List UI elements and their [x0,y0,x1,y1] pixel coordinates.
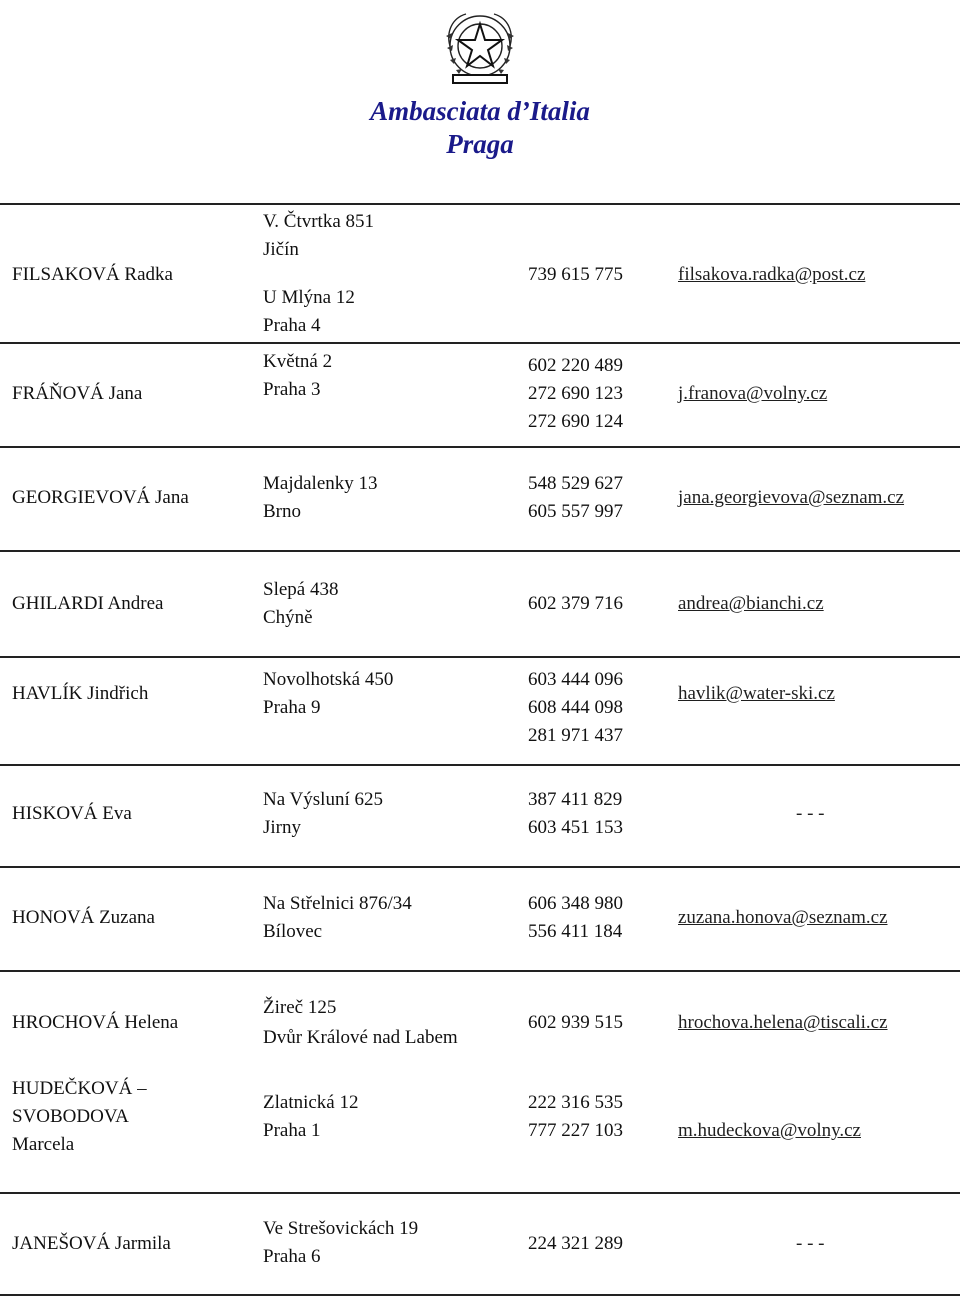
contact-email-link[interactable]: zuzana.honova@seznam.cz [678,907,888,928]
contact-email-link[interactable]: jana.georgievova@seznam.cz [678,487,905,508]
italian-republic-emblem [436,6,524,90]
contact-name: HONOVÁ Zuzana [12,907,155,928]
contact-email-link[interactable]: m.hudeckova@volny.cz [678,1120,861,1141]
contact-email-empty: - - - [796,803,825,824]
table-row [0,970,960,1070]
contact-phone: 548 529 627 605 557 997 [528,473,623,522]
contact-address: Na Výsluní 625 Jirny [263,789,383,838]
contact-phone: 602 939 515 [528,1012,623,1033]
contact-address: Ve Strešovickách 19 Praha 6 [263,1218,419,1267]
page-title: Ambasciata d’Italia [370,96,590,126]
contact-name: HROCHOVÁ Helena [12,1012,179,1033]
contact-name: JANEŠOVÁ Jarmila [12,1233,171,1254]
contact-phone: 602 379 716 [528,593,623,614]
table-row [0,656,960,766]
contact-address: Majdalenky 13 Brno [263,473,378,522]
contact-phone: 224 321 289 [528,1233,623,1254]
row-divider [0,342,960,344]
contact-name: GHILARDI Andrea [12,593,164,614]
table-row [0,276,960,436]
contact-email-link[interactable]: j.franova@volny.cz [678,383,828,404]
contact-email-link[interactable]: filsakova.radka@post.cz [678,264,866,285]
contact-address: Novolhotská 450 Praha 9 [263,669,394,718]
contact-phone: 739 615 775 [528,264,623,285]
contact-phone: 606 348 980 556 411 184 [528,893,623,942]
contact-name: FRÁŇOVÁ Jana [12,383,143,404]
contact-name: HISKOVÁ Eva [12,803,132,824]
contact-name: FILSAKOVÁ Radka [12,264,173,285]
contact-address: Slepá 438 Chýně [263,579,339,628]
contact-address: Zlatnická 12 Praha 1 [263,1092,359,1141]
contact-email-link[interactable]: havlik@water-ski.cz [678,683,835,704]
contact-address: U Mlýna 12 Praha 4 Květná 2 Praha 3 [263,287,355,400]
table-row [0,1068,960,1192]
contact-address: Žireč 125 Dvůr Králové nad Labem [263,997,458,1048]
contact-phone: 603 444 096 608 444 098 281 971 437 [528,669,623,746]
contact-name: HUDEČKOVÁ – SVOBODOVA Marcela [12,1078,147,1155]
contact-phone: 602 220 489 272 690 123 272 690 124 [528,355,623,432]
contact-address: V. Čtvrtka 851 Jičín [263,211,375,260]
contact-name: HAVLÍK Jindřich [12,683,149,704]
table-row [0,764,960,868]
contact-phone: 387 411 829 603 451 153 [528,789,623,838]
contact-email-link[interactable]: andrea@bianchi.cz [678,593,824,614]
table-row [0,550,960,658]
table-row [0,1192,960,1296]
contact-address: Na Střelnici 876/34 Bílovec [263,893,412,942]
table-row [0,446,960,552]
contact-phone: 222 316 535 777 227 103 [528,1092,623,1141]
table-row [0,866,960,972]
contact-email-empty: - - - [796,1233,825,1254]
table-bottom-border [0,1294,960,1296]
contact-name: GEORGIEVOVÁ Jana [12,487,189,508]
page-subtitle-city: Praga [446,129,514,159]
contact-email-link[interactable]: hrochova.helena@tiscali.cz [678,1012,888,1033]
